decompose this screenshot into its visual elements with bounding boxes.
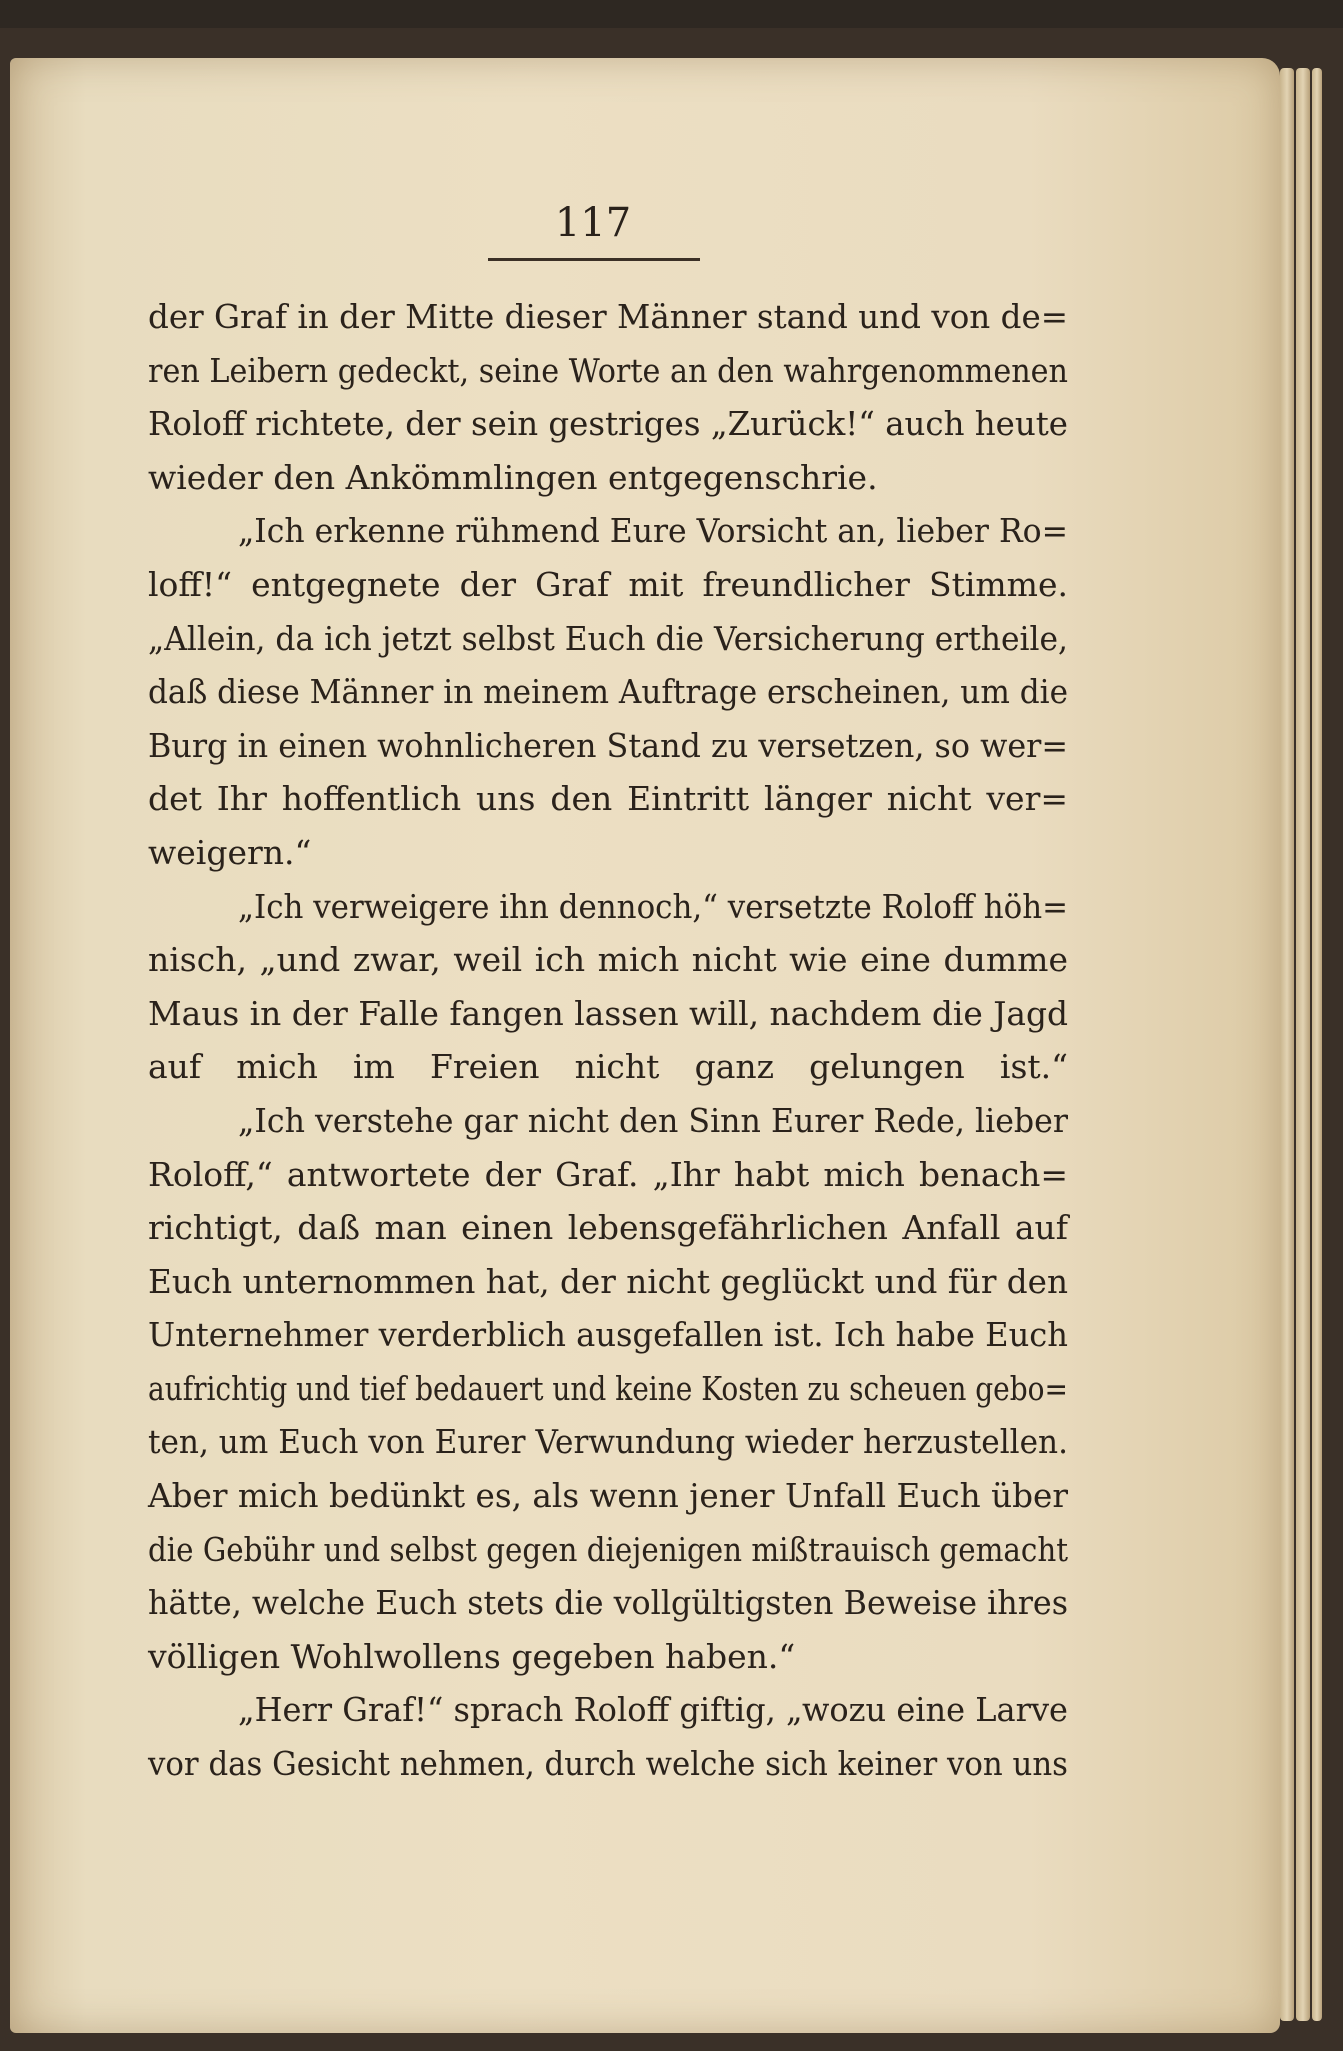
text-line: vor das Gesicht nehmen, durch welche sich keiner von uns <box>148 1744 1068 1784</box>
text-line: der Graf in der Mitte dieser Männer stand und von de= <box>148 297 1068 336</box>
text-line: nisch, „und zwar, weil ich mich nicht wie eine dumme <box>148 940 1068 980</box>
page-number: 117 <box>554 200 632 246</box>
text-line: wieder den Ankömmlingen entgegenschrie. <box>148 457 878 497</box>
book-page <box>10 58 1280 2033</box>
text-line: Roloff richtete, der sein gestriges „Zurück!“ auch heute <box>148 404 1068 444</box>
text-line: Maus in der Falle fangen lassen will, nachdem die Jagd <box>148 993 1068 1033</box>
text-line: auf mich im Freien nicht ganz gelungen ist.“ <box>148 1047 1068 1087</box>
book-scan <box>0 28 1343 2051</box>
text-line: „Herr Graf!“ sprach Roloff giftig, „wozu eine Larve <box>238 1690 1068 1730</box>
text-line: daß diese Männer in meinem Auftrage erscheinen, um die <box>148 672 1068 712</box>
text-line: die Gebühr und selbst gegen diejenigen mißtrauisch gemacht <box>148 1529 1068 1569</box>
text-line: „Allein, da ich jetzt selbst Euch die Versicherung ertheile, <box>148 618 1068 658</box>
text-line: „Ich verstehe gar nicht den Sinn Eurer Rede, lieber <box>238 1100 1068 1140</box>
text-line: loff!“ entgegnete der Graf mit freundlicher Stimme. <box>148 564 1068 604</box>
text-line: aufrichtig und tief bedauert und keine Kosten zu scheuen gebo= <box>148 1368 1068 1408</box>
header-rule <box>488 258 700 261</box>
text-line: Unternehmer verderblich ausgefallen ist. Ich habe Euch <box>148 1315 1068 1355</box>
text-line: „Ich erkenne rühmend Eure Vorsicht an, lieber Ro= <box>238 511 1068 551</box>
text-line: völligen Wohlwollens gegeben haben.“ <box>148 1636 796 1676</box>
text-line: weigern.“ <box>148 832 312 872</box>
page-edge <box>1280 68 1294 2021</box>
text-line: Roloff,“ antwortete der Graf. „Ihr habt mich benach= <box>148 1154 1068 1194</box>
text-line: ren Leibern gedeckt, seine Worte an den wahrgenommenen <box>148 350 1068 390</box>
text-line: ten, um Euch von Eurer Verwundung wieder herzustellen. <box>148 1422 1068 1462</box>
text-line: Euch unternommen hat, der nicht geglückt und für den <box>148 1261 1068 1301</box>
text-line: Burg in einen wohnlicheren Stand zu versetzen, so wer= <box>148 725 1068 765</box>
text-line: Aber mich bedünkt es, als wenn jener Unfall Euch über <box>148 1476 1068 1516</box>
text-line: hätte, welche Euch stets die vollgültigsten Beweise ihres <box>148 1583 1068 1623</box>
text-line: richtigt, daß man einen lebensgefährlichen Anfall auf <box>148 1208 1068 1248</box>
text-line: det Ihr hoffentlich uns den Eintritt länger nicht ver= <box>148 779 1068 819</box>
page-edge <box>1296 68 1310 2021</box>
text-line: „Ich verweigere ihn dennoch,“ versetzte Roloff höh= <box>238 886 1068 926</box>
page-edge <box>1312 68 1322 2021</box>
body-text <box>148 290 1068 1791</box>
